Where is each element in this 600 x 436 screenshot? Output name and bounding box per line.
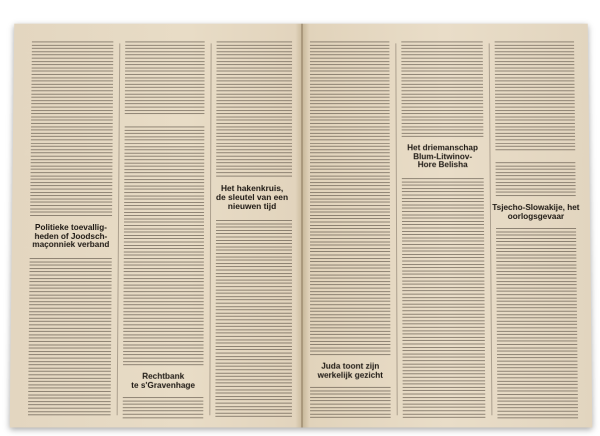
headline-tsjecho bbox=[490, 204, 582, 221]
body-text-block bbox=[125, 41, 205, 114]
body-text-block bbox=[215, 220, 292, 419]
body-text-block bbox=[30, 41, 113, 218]
column-rule bbox=[489, 43, 493, 415]
headline-hakenkruis bbox=[206, 184, 298, 210]
headline-line: Het driemanschap bbox=[407, 143, 478, 153]
headline-line: Het hakenkruis, bbox=[220, 183, 284, 194]
column-rule bbox=[395, 43, 397, 415]
headline-line: de sleutel van een bbox=[215, 191, 289, 202]
left-page bbox=[28, 37, 292, 421]
headline-line: Blum-Litwinov- bbox=[413, 151, 473, 161]
headline-line: heden of Joodsch- bbox=[34, 231, 108, 241]
headline-driemanschap bbox=[402, 144, 484, 170]
headline-line: Politieke toevallig- bbox=[34, 223, 107, 232]
headline-line: oorlogsgevaar bbox=[507, 211, 565, 221]
body-text-block bbox=[123, 126, 204, 366]
right-page bbox=[310, 37, 578, 421]
body-text-block bbox=[402, 178, 486, 419]
column-rule bbox=[209, 43, 211, 415]
center-fold bbox=[301, 24, 303, 428]
body-text-block bbox=[496, 228, 578, 419]
headline-line: Hore Belisha bbox=[417, 160, 468, 170]
right-column-1 bbox=[310, 37, 391, 421]
left-column-3 bbox=[215, 37, 292, 421]
body-text-block bbox=[28, 258, 112, 417]
headline-line: werkelijk gezicht bbox=[317, 370, 384, 380]
headline-line: te s'Gravenhage bbox=[131, 380, 196, 390]
body-text-block bbox=[123, 397, 204, 419]
left-column-1 bbox=[28, 37, 113, 421]
headline-rechtbank bbox=[123, 373, 204, 390]
right-column-2 bbox=[401, 37, 485, 421]
headline-politieke bbox=[30, 224, 112, 250]
body-text-block bbox=[496, 162, 576, 196]
right-column-3 bbox=[492, 37, 580, 421]
headline-line: nieuwen tijd bbox=[227, 200, 277, 211]
body-text-block bbox=[216, 41, 292, 178]
column-rule bbox=[117, 43, 121, 415]
headline-line: maçonniek verband bbox=[32, 240, 110, 250]
newspaper-spread bbox=[10, 24, 593, 428]
body-text-block bbox=[310, 387, 391, 419]
headline-line: Rechtbank bbox=[142, 371, 185, 381]
body-text-block bbox=[401, 41, 483, 138]
headline-line: Tsjecho-Slowakije, het bbox=[492, 203, 580, 213]
body-text-block bbox=[310, 41, 391, 356]
left-column-2 bbox=[123, 37, 205, 421]
headline-juda bbox=[310, 363, 390, 380]
body-text-block bbox=[495, 41, 576, 152]
headline-line: Juda toont zijn bbox=[321, 361, 380, 371]
